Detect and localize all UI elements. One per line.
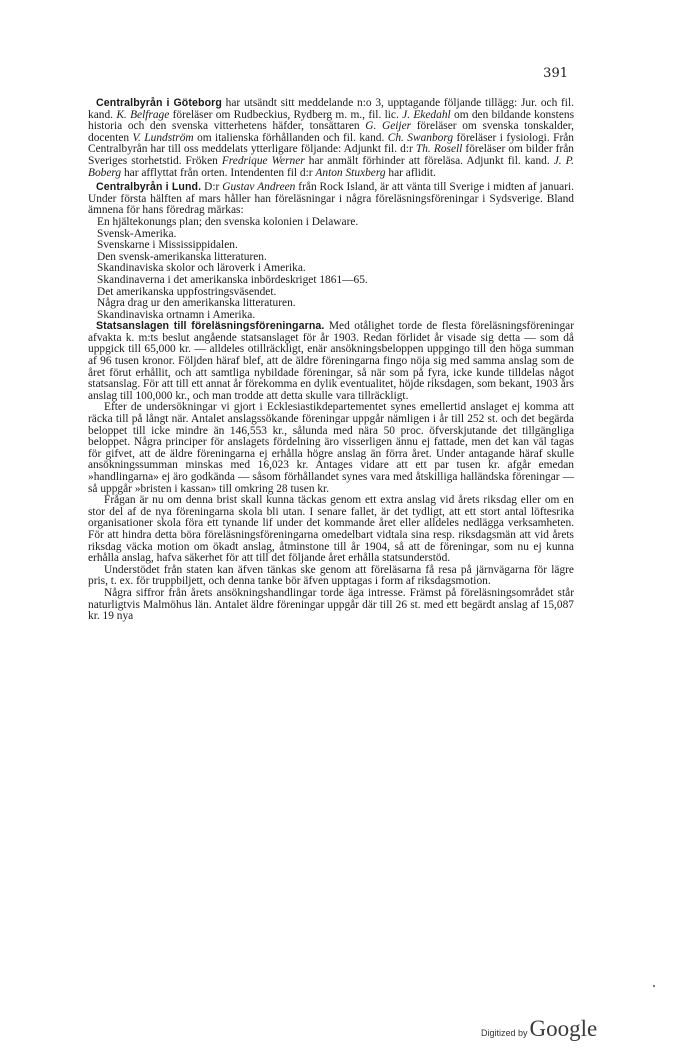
list-item: Skandinaviska skolor och läroverk i Amerika.	[97, 262, 306, 275]
list-item: Skandinaverna i det amerikanska inbördeskriget 1861—65.	[97, 273, 368, 286]
text-span: föreläser om svenska tonskalder, docenten	[88, 120, 574, 144]
paragraph-siffror: Några siffror från årets ansökningshandlingar torde äga intresse. Främst på föreläsningsområdet står naturligtvis Malmöhus län. Antalet äldre föreningar uppgår där till 26 st. med ett begärdt anslag af 15,087 kr. 19 nya	[88, 586, 574, 623]
text-span: Med otålighet torde de flesta föreläsningsföreningar afvakta k. m:ts beslut angående statsanslaget för år 1903. Redan förlidet år visade sig detta — som då uppgick till 65,000 kr. — alldeles otillräckligt, enär ansökningsbeloppen uppgingo till den höga summan af 96 tusen kronor. Följden häraf blef, att de äldre föreningarna fingo nöja sig med samma anslag som de året förut erhållit, och att samtliga nybildade föreningar, så när som på fyra, icke kunde tilldelas något statsanslag. För att till ett annat år förekomma en dylik eventualitet, höjde riksdagen, som bekant, 1903 års anslag till 100,000 kr., och man trodde att detta skulle vara tillräckligt.	[88, 320, 574, 402]
google-logo: Google	[529, 1016, 598, 1041]
watermark-prefix: Digitized by	[481, 1028, 528, 1038]
text-span: föreläser om Rudbeckius, Rydberg m. m., fil. lic.	[169, 108, 403, 121]
person-name: Gustav Andreen	[222, 181, 296, 194]
lecture-topic-list	[88, 217, 574, 321]
list-item: Skandinaviska ortnamn i Amerika.	[97, 308, 256, 321]
text-span: har anmält förhinder att föreläsa. Adjunkt fil. kand.	[304, 154, 554, 167]
text-span: om italienska förhållanden och fil. kand.	[193, 131, 388, 144]
person-name: Th. Rosell	[415, 143, 463, 156]
person-name: Anton Stuxberg	[315, 166, 386, 179]
paragraph-goteborg	[88, 98, 574, 179]
list-item: En hjältekonungs plan; den svenska kolonien i Delaware.	[97, 215, 359, 228]
list-item: Svenskarne i Mississippidalen.	[97, 239, 238, 252]
lead-centralbyran-goteborg: Centralbyrån i Göteborg	[96, 97, 222, 109]
page-number: 391	[543, 66, 568, 81]
paragraph-understodet: Understödet från staten kan äfven tänkas ske genom att föreläsarna få resa på järnvägarna för lägre pris, t. ex. för truppbiljett, och denna tanke bör äfven upptagas i form af riksdagsmotion.	[88, 563, 574, 588]
lead-statsanslagen: Statsanslagen till föreläsningsföreningarna.	[96, 320, 325, 333]
list-item: Det amerikanska uppfostringsväsendet.	[97, 285, 277, 298]
person-name: J. P. Boberg	[88, 154, 574, 179]
scan-speck	[653, 985, 655, 987]
paragraph-undersokningar: Efter de undersökningar vi gjort i Ecklesiastikdepartementet synes emellertid anslaget ej komma att räcka till på långt när. Antalet anslagssökande föreningar uppgår nämligen i år till 252 st. och det begärda beloppet till icke mindre än 146,553 kr., sålunda med nära 50 proc. öfverskjutande det tillgängliga beloppet. Några principer för anslagets fördelning äro visserligen ännu ej fattade, men det kan väl tagas för gifvet, att de äldre föreningarna ej erhålla högre anslag än förra året. Under antagande häraf skulle ansökningssumman minskas med 16,023 kr. Antages vidare att ett par tusen kr. afgår emedan »handlingarna» ej äro godkända — såsom förhållandet synes vara med åtskilliga halländska föreningar — så uppgår »bristen i kassan» till omkring 28 tusen kr.	[88, 401, 574, 495]
paragraph-fragan: Frågan är nu om denna brist skall kunna täckas genom ett extra anslag vid årets riksdag eller om en stor del af de nya föreningarna skola bli utan. I senare fallet, är det tydligt, att ett stort antal löftesrika organisationer skola föra ett tynande lif under det kommande året eller alldeles nedlägga verksamheten. För att hindra detta böra föreläsningsföreningarna omedelbart vidtala sina resp. riksdagsmän att vid årets riksdag väcka motion om ökadt anslag, åtminstone till år 1904, så att de föreningar, som nu ej kunna erhålla anslag, hafva säkerhet för att till det följande året erhålla statsunderstöd.	[88, 494, 574, 565]
body-text	[88, 98, 574, 623]
list-item: Den svensk-amerikanska litteraturen.	[97, 250, 267, 263]
list-item: Några drag ur den amerikanska litteraturen.	[97, 297, 296, 310]
person-name: K. Belfrage	[116, 108, 170, 121]
person-name: J. Ekedahl	[402, 108, 451, 121]
person-name: Ch. Swanborg	[387, 131, 454, 144]
text-span: från Rock Island, är att vänta till Sverige i midten af januari. Under första hälften af mars håller han föreläsningar i några föreläsningsföreningar i Sydsverige. Bland ämnena för hans föredrag märkas:	[88, 181, 575, 217]
text-span: om den bildande konstens historia och den svenska vitterhetens häfder, tonsättaren	[88, 108, 575, 133]
list-item: Svensk-Amerika.	[97, 227, 177, 240]
digitized-by-google-watermark	[481, 1016, 597, 1042]
lead-centralbyran-lund: Centralbyrån i Lund.	[96, 181, 202, 194]
person-name: Fredrique Werner	[221, 154, 305, 167]
paragraph-lund	[88, 182, 574, 217]
text-span: föreläser i fysiologi. Från Centralbyrån har till oss meddelats ytterligare följande: Adjunkt fil. d:r	[88, 131, 574, 156]
text-span: har aflidit.	[385, 166, 436, 179]
text-span: föreläser om bilder från Sveriges storhetstid. Fröken	[88, 143, 574, 167]
person-name: V. Lundström	[132, 131, 194, 144]
text-span: har afflyttat från orten. Intendenten fil d:r	[121, 166, 316, 179]
text-span: D:r	[201, 181, 223, 194]
paragraph-statsanslag	[88, 321, 574, 402]
text-span: har utsändt sitt meddelande n:o 3, upptagande följande tillägg: Jur. och fil. kand.	[88, 97, 574, 121]
person-name: G. Geijer	[365, 120, 412, 133]
